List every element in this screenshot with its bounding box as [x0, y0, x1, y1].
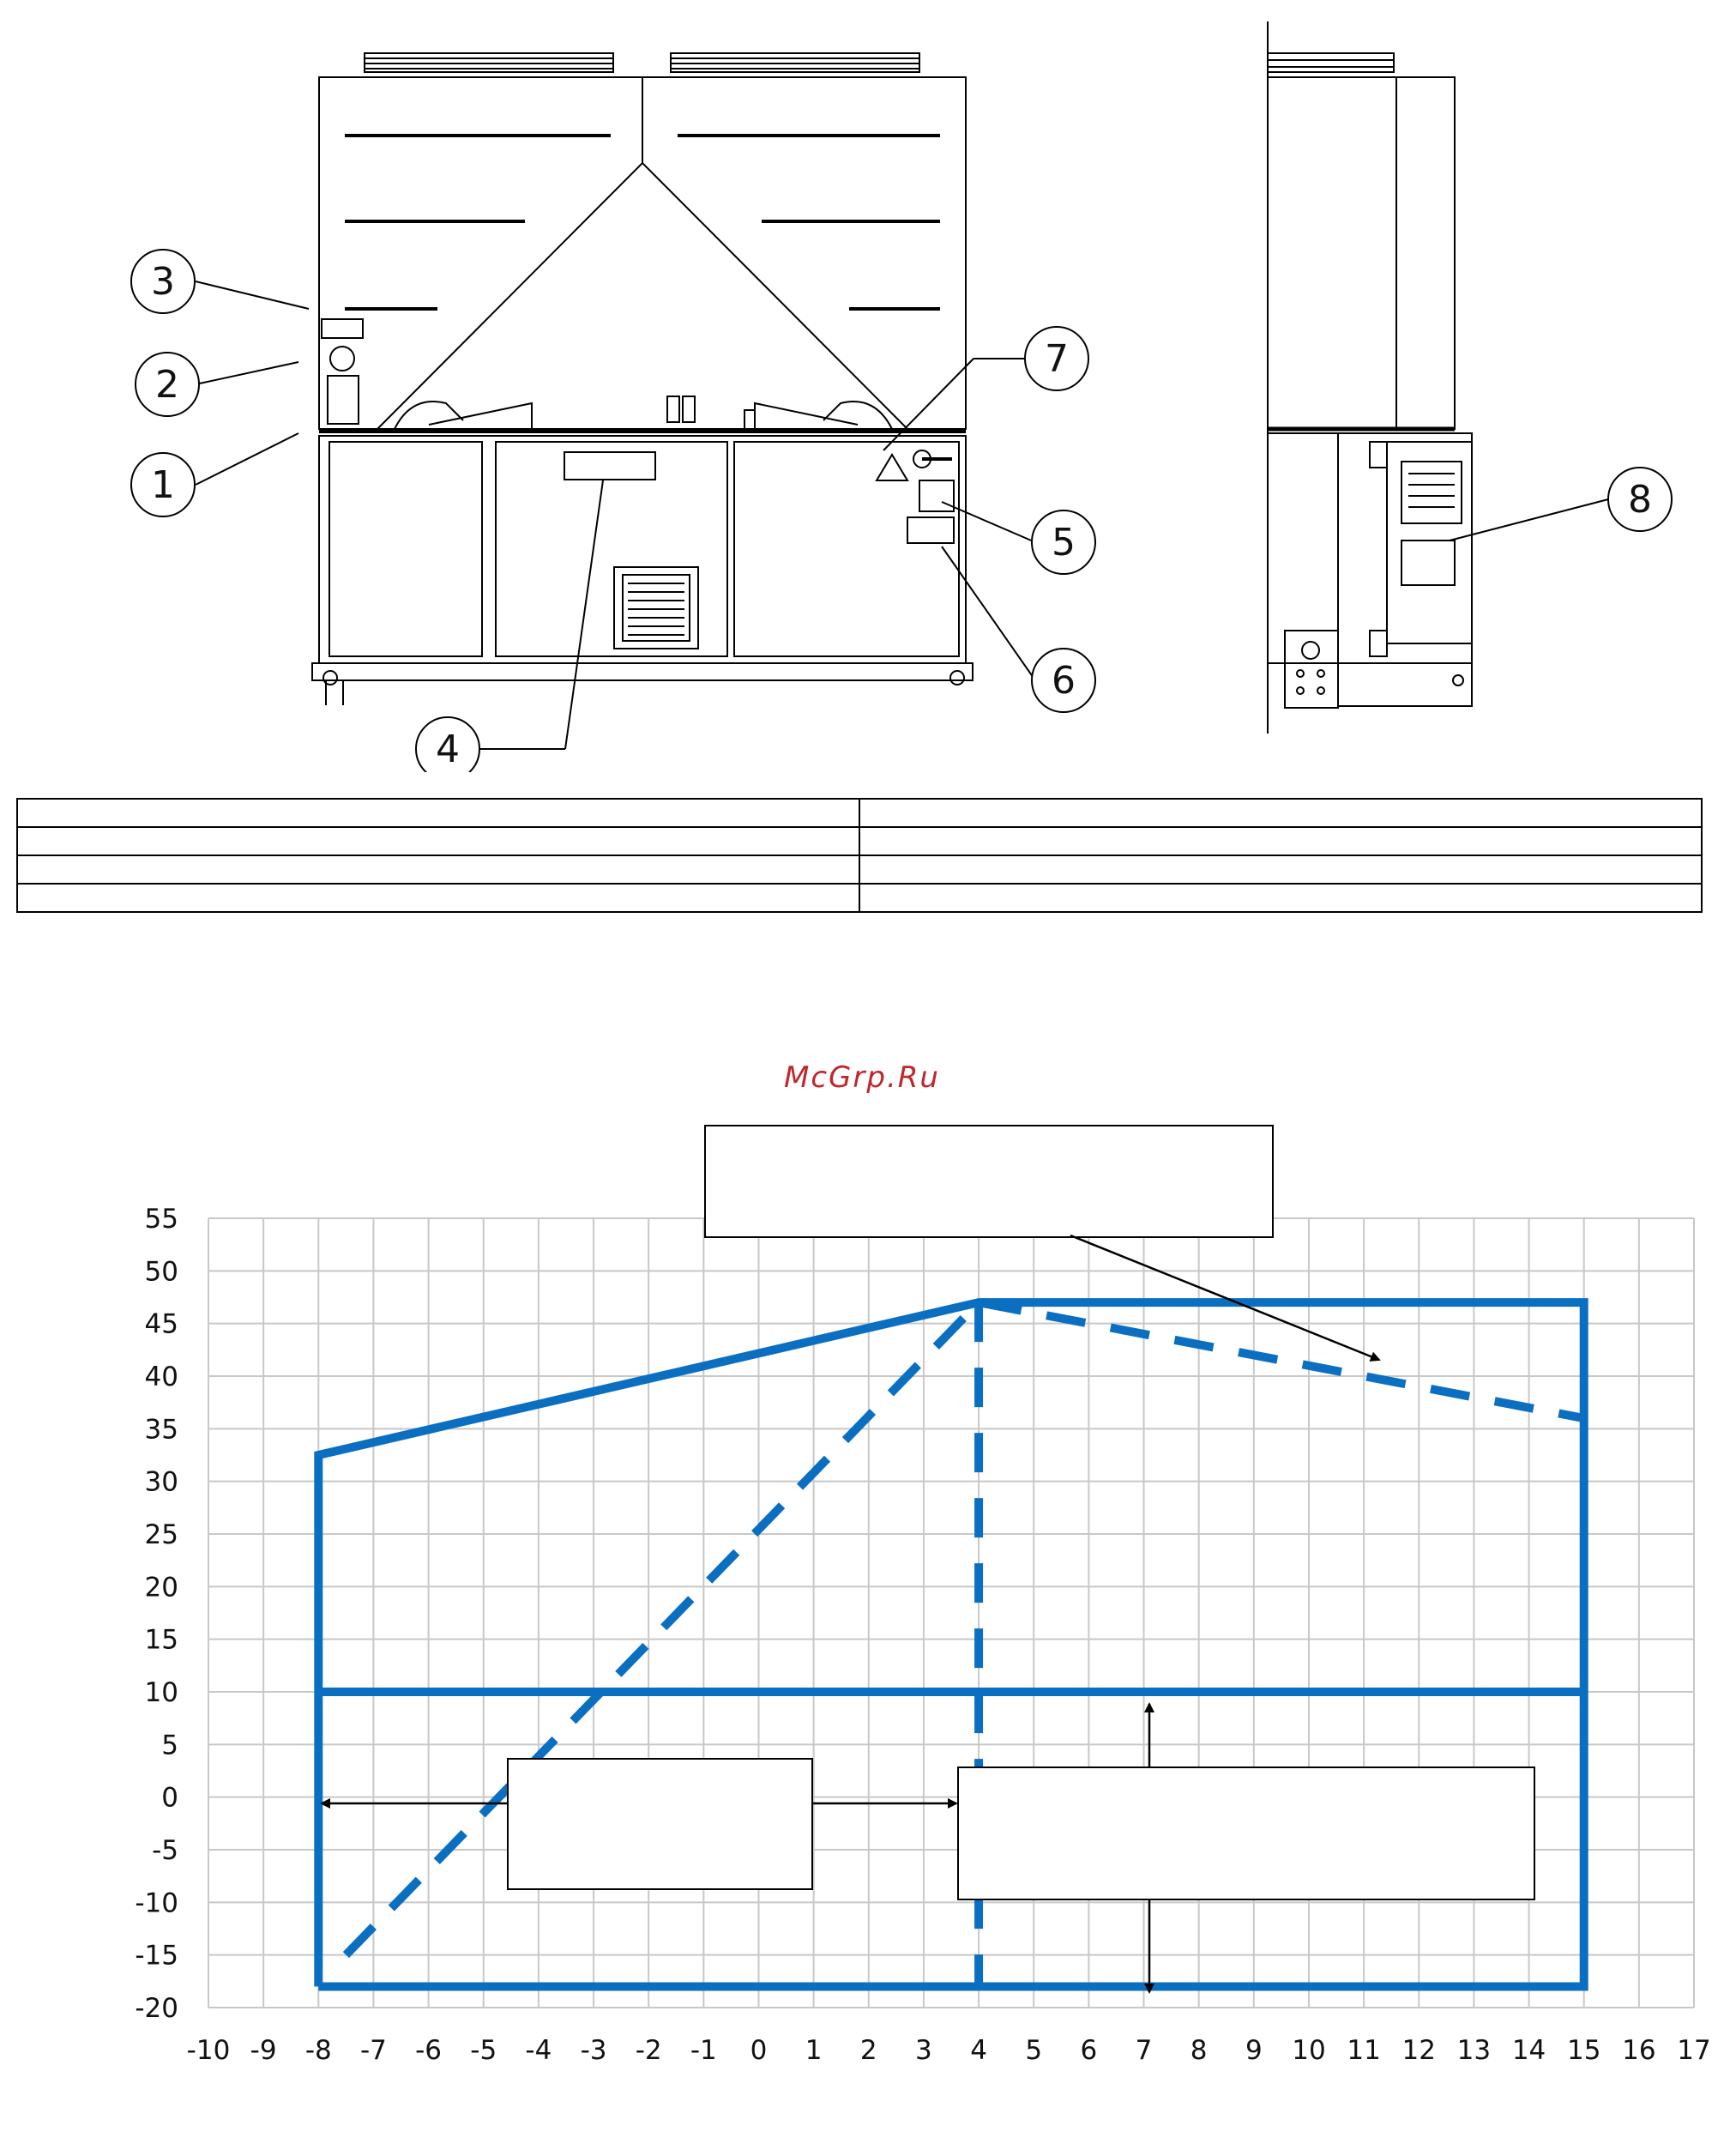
annotation-box-left	[508, 1759, 812, 1889]
table-row	[17, 855, 1702, 884]
y-tick-label: -10	[135, 1887, 178, 1919]
annotation-box-top	[705, 1126, 1273, 1237]
v-coil	[377, 163, 907, 429]
callout-8: 8	[1628, 478, 1652, 522]
side-fan	[1268, 53, 1394, 72]
x-tick-label: 15	[1566, 2035, 1601, 2066]
x-tick-label: 10	[1292, 2035, 1326, 2066]
y-tick-label: -15	[135, 1940, 178, 1972]
x-tick-label: 1	[805, 2035, 823, 2066]
annotation-box-right	[958, 1767, 1534, 1899]
vent-grille	[614, 567, 698, 649]
callout-1: 1	[151, 463, 175, 507]
x-tick-label: -9	[250, 2035, 277, 2066]
y-axis	[135, 1204, 178, 2024]
fan-grille-left	[365, 53, 613, 72]
table-cell	[859, 855, 1702, 884]
watermark: McGrp.Ru	[784, 1060, 940, 1095]
lower-cabinet	[319, 436, 966, 663]
side-condenser	[1268, 77, 1396, 429]
x-tick-label: 12	[1402, 2035, 1436, 2066]
x-tick-label: -7	[359, 2035, 387, 2066]
y-tick-label: 35	[144, 1414, 178, 1446]
arrow-top	[1070, 1235, 1379, 1360]
x-tick-label: 17	[1677, 2035, 1711, 2066]
x-tick-label: -4	[525, 2035, 552, 2066]
y-tick-label: 45	[144, 1308, 178, 1340]
x-tick-label: 11	[1347, 2035, 1381, 2066]
y-tick-label: 5	[161, 1730, 178, 1761]
x-tick-label: 9	[1245, 2035, 1263, 2066]
y-tick-label: 25	[144, 1519, 178, 1550]
table-cell	[859, 827, 1702, 855]
y-tick-label: 50	[144, 1256, 178, 1288]
table-row	[17, 799, 1702, 827]
table-cell	[859, 884, 1702, 912]
fan-grille-right	[671, 53, 919, 72]
y-tick-label: 0	[161, 1782, 178, 1814]
y-tick-label: 20	[144, 1572, 178, 1603]
unit-drawing	[0, 0, 1724, 772]
x-tick-label: -10	[186, 2035, 231, 2066]
label-plate-4	[564, 452, 655, 480]
y-tick-label: 15	[144, 1624, 178, 1656]
x-tick-label: -1	[690, 2035, 717, 2066]
callout-4: 4	[436, 728, 460, 771]
x-tick-label: -3	[580, 2035, 607, 2066]
x-tick-label: -8	[304, 2035, 332, 2066]
x-axis	[187, 2035, 1711, 2066]
x-tick-label: 14	[1511, 2035, 1546, 2066]
y-tick-label: 55	[144, 1204, 178, 1235]
table-row	[17, 827, 1702, 855]
callout-6: 6	[1052, 659, 1076, 703]
x-tick-label: 16	[1622, 2035, 1656, 2066]
x-tick-label: 5	[1025, 2035, 1043, 2066]
table-cell	[859, 799, 1702, 827]
y-tick-label: 40	[144, 1362, 178, 1392]
callout-5: 5	[1052, 521, 1076, 565]
table-cell	[17, 827, 859, 855]
table-cell	[17, 799, 859, 827]
callout-2: 2	[155, 363, 179, 407]
table-cell	[17, 855, 859, 884]
x-tick-label: -6	[415, 2035, 443, 2066]
x-tick-label: -2	[635, 2035, 662, 2066]
x-tick-label: 13	[1456, 2035, 1492, 2066]
callout-7: 7	[1045, 337, 1069, 381]
x-tick-label: -5	[470, 2035, 497, 2066]
x-tick-label: 2	[859, 2035, 877, 2066]
x-tick-label: 8	[1190, 2035, 1208, 2066]
x-tick-label: 6	[1080, 2035, 1098, 2066]
y-tick-label: -20	[135, 1993, 178, 2024]
envelope-chart	[0, 1115, 1724, 2156]
x-tick-label: 7	[1135, 2035, 1153, 2066]
legend-table	[16, 798, 1703, 913]
side-grille	[1402, 462, 1462, 523]
table-row	[17, 884, 1702, 912]
x-tick-label: 0	[750, 2035, 768, 2066]
x-tick-label: 4	[970, 2035, 987, 2066]
callout-3: 3	[151, 260, 175, 304]
x-tick-label: 3	[915, 2035, 932, 2066]
y-tick-label: 10	[144, 1677, 178, 1708]
y-tick-label: 30	[144, 1466, 178, 1498]
y-tick-label: -5	[152, 1835, 178, 1866]
table-cell	[17, 884, 859, 912]
